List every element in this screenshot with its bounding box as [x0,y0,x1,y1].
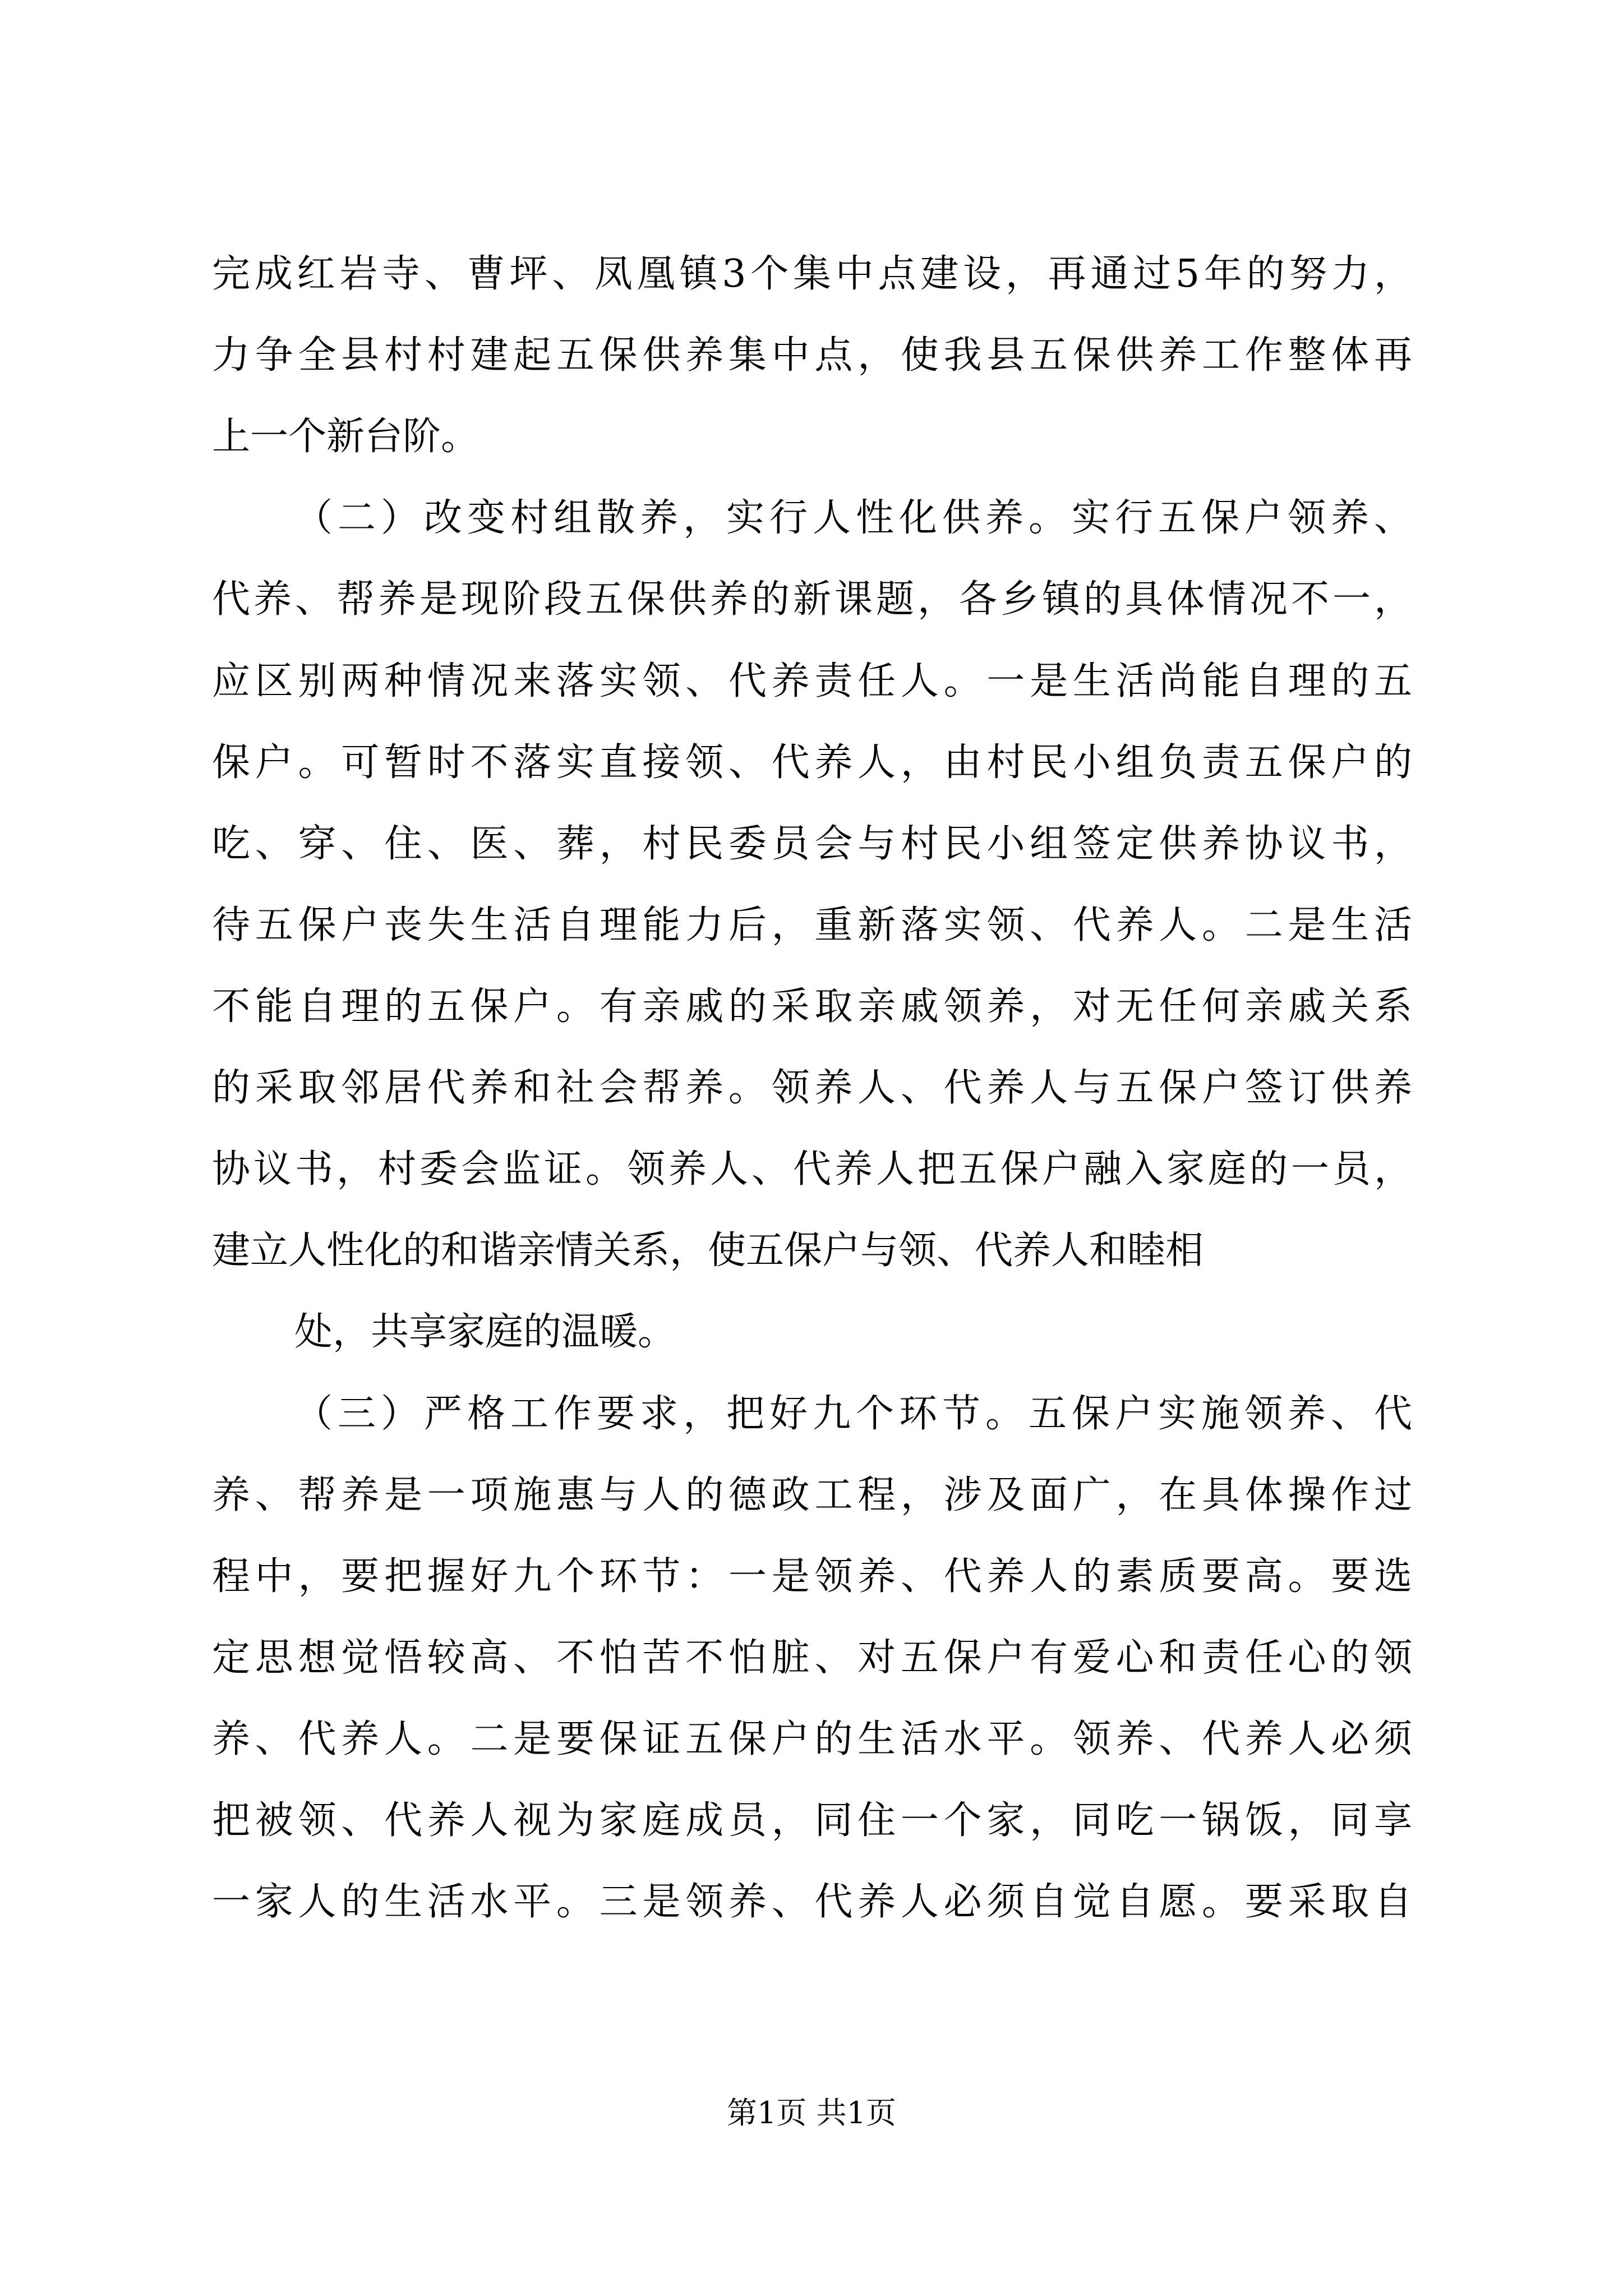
body-text-line: 建立人性化的和谐亲情关系，使五保户与领、代养人和睦相 [212,1228,1204,1273]
body-text-line: 保户。可暂时不落实直接领、代养人，由村民小组负责五保户的 [212,740,1412,785]
body-text-line: 待五保户丧失生活自理能力后，重新落实领、代养人。二是生活 [212,903,1412,947]
body-text-line: 养、帮养是一项施惠与人的德政工程，涉及面广，在具体操作过 [212,1473,1412,1517]
body-text-line: 处，共享家庭的温暖。 [294,1310,676,1354]
body-text-line: 上一个新台阶。 [212,415,479,459]
paragraph-heading-line: （三）严格工作要求，把好九个环节。五保户实施领养、代 [294,1392,1412,1436]
body-text-line: 协议书，村委会监证。领养人、代养人把五保户融入家庭的一员， [212,1147,1412,1191]
page-number-footer: 第1页 共1页 [727,2095,896,2131]
body-text-line: 程中，要把握好九个环节：一是领养、代养人的素质要高。要选 [212,1554,1412,1599]
body-text-line: 不能自理的五保户。有亲戚的采取亲戚领养，对无任何亲戚关系 [212,984,1412,1029]
body-text-line: 完成红岩寺、曹坪、凤凰镇3个集中点建设，再通过5年的努力， [212,252,1412,296]
body-text-line: 应区别两种情况来落实领、代养责任人。一是生活尚能自理的五 [212,659,1412,703]
body-text-line: 一家人的生活水平。三是领养、代养人必须自觉自愿。要采取自 [212,1880,1412,1924]
body-text-line: 力争全县村村建起五保供养集中点，使我县五保供养工作整体再 [212,333,1412,378]
paragraph-heading-line: （二）改变村组散养，实行人性化供养。实行五保户领养、 [294,496,1412,540]
body-text-line: 的采取邻居代养和社会帮养。领养人、代养人与五保户签订供养 [212,1066,1412,1110]
body-text-line: 把被领、代养人视为家庭成员，同住一个家，同吃一锅饭，同享 [212,1798,1412,1843]
body-text-line: 代养、帮养是现阶段五保供养的新课题，各乡镇的具体情况不一， [212,577,1412,622]
body-text-line: 定思想觉悟较高、不怕苦不怕脏、对五保户有爱心和责任心的领 [212,1636,1412,1680]
body-text-line: 养、代养人。二是要保证五保户的生活水平。领养、代养人必须 [212,1717,1412,1761]
body-text-line: 吃、穿、住、医、葬，村民委员会与村民小组签定供养协议书， [212,822,1412,866]
